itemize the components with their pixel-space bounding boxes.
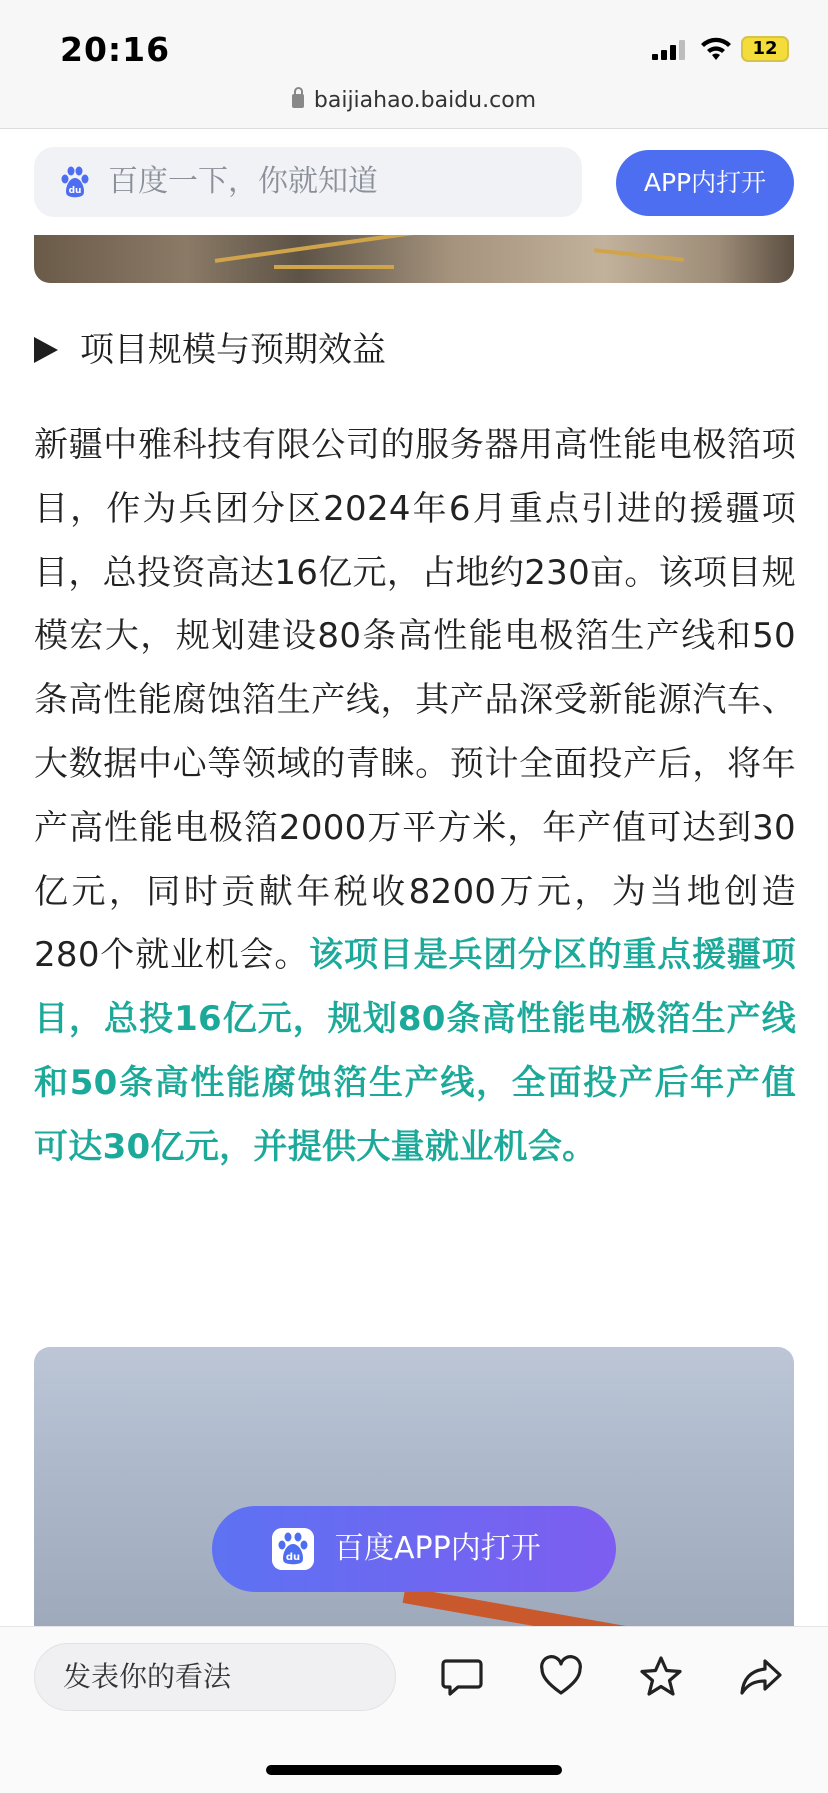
lock-icon [292, 94, 304, 108]
search-input[interactable] [34, 147, 582, 217]
battery-icon [741, 36, 789, 62]
svg-text:du: du [68, 186, 82, 196]
baidu-paw-icon [58, 165, 92, 199]
search-header [0, 129, 828, 235]
home-indicator[interactable] [266, 1765, 562, 1775]
triangle-bullet-icon [34, 337, 58, 363]
favorite-star-icon[interactable] [639, 1655, 683, 1699]
article-paragraph [34, 414, 796, 1180]
article-image-top[interactable] [34, 235, 794, 283]
battery-level: 12 [752, 38, 778, 59]
status-bar [0, 0, 828, 92]
section-title [34, 328, 386, 372]
comment-placeholder: 发表你的看法 [63, 1660, 232, 1693]
section-title-text: 项目规模与预期效益 [80, 330, 386, 370]
baidu-app-icon [272, 1528, 314, 1570]
comment-icon[interactable] [440, 1655, 484, 1699]
status-time: 20:16 [60, 30, 171, 69]
open-in-baidu-app-label: 百度APP内打开 [334, 1531, 541, 1566]
comment-input[interactable] [34, 1643, 396, 1711]
open-in-baidu-app-button[interactable] [212, 1506, 616, 1592]
crane-arm [403, 1587, 662, 1627]
cellular-signal-icon [652, 40, 688, 60]
bottom-action-bar [0, 1626, 828, 1793]
paragraph-highlight: 该项目是兵团分区的重点援疆项目，总投16亿元，规划80条高性能电极箔生产线和50条高性能腐蚀箔生产线，全面投产后年产值可达30亿元，并提供大量就业机会。 [34, 935, 796, 1167]
like-heart-icon[interactable] [539, 1655, 583, 1699]
paragraph-text: 新疆中雅科技有限公司的服务器用高性能电极箔项目，作为兵团分区2024年6月重点引进的援疆项目，总投资高达16亿元，占地约230亩。该项目规模宏大，规划建设80条高性能电极箔生产线和50条高性能腐蚀箔生产线，其产品深受新能源汽车、大数据中心等领域的青睐。预计全面投产后，将年产高性能电极箔2000万平方米，年产值可达到30亿元，同时贡献年税收8200万元，为当地创造280个就业机会。 [34, 425, 796, 976]
url-bar[interactable] [0, 84, 828, 129]
search-placeholder: 百度一下，你就知道 [108, 164, 378, 199]
open-in-app-button[interactable]: APP内打开 [616, 150, 794, 216]
url-domain: baijiahao.baidu.com [313, 88, 537, 113]
share-icon[interactable] [739, 1655, 783, 1699]
wifi-icon [699, 36, 733, 62]
svg-text:du: du [285, 1552, 301, 1563]
